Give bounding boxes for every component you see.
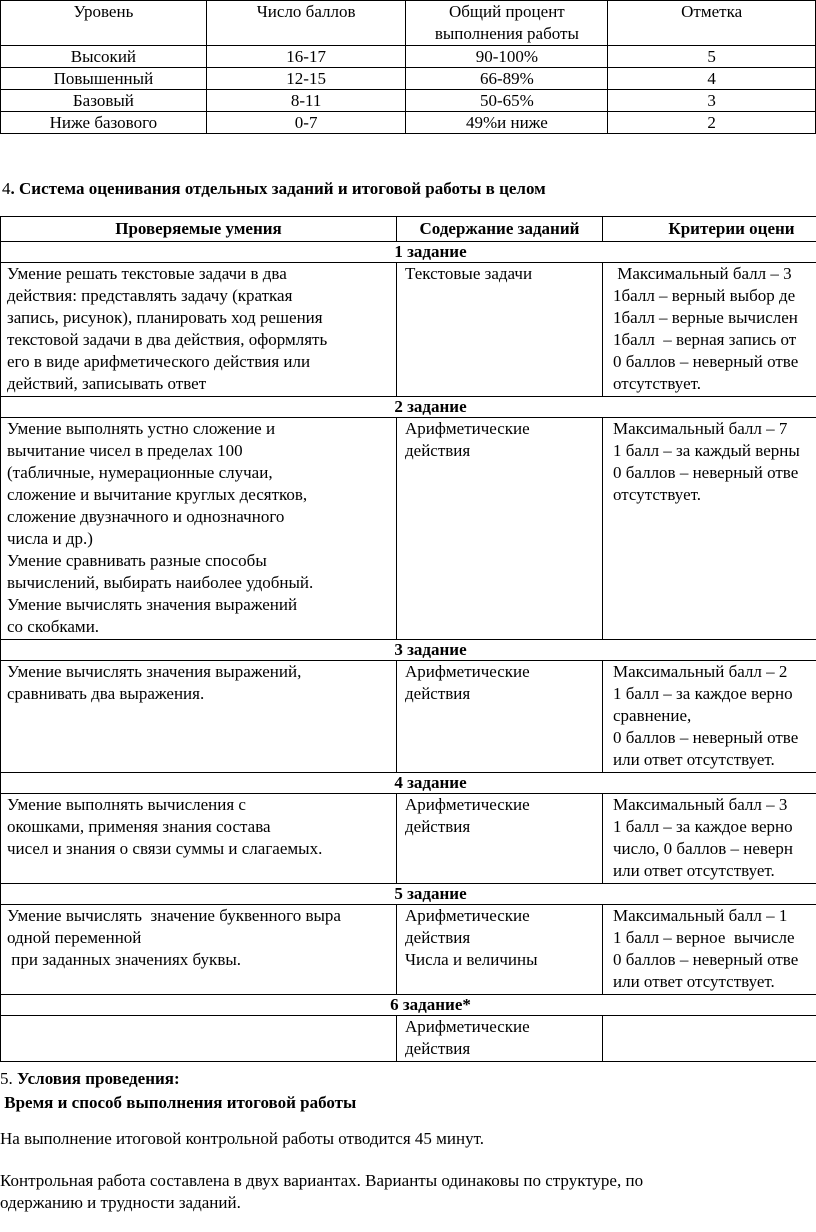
task-content: Арифметические действия Числа и величины bbox=[397, 905, 603, 995]
table-row bbox=[1, 794, 816, 884]
header-skills: Проверяемые умения bbox=[1, 217, 397, 242]
task-criteria: Максимальный балл – 3 1 балл – за каждое верно число, 0 баллов – неверн или ответ отсутствует. bbox=[603, 794, 816, 884]
task-content: Арифметические действия bbox=[397, 1016, 603, 1062]
section-5-title: Условия проведения: bbox=[12, 1069, 180, 1088]
header-content: Содержание заданий bbox=[397, 217, 603, 242]
task-skill: Умение решать текстовые задачи в два действия: представлять задачу (краткая запись, рисунок), планировать ход решения текстовой задачи в два действия, оформлять его в виде арифметического действия или действий, записывать ответ bbox=[1, 263, 397, 397]
task-title: 4 задание bbox=[1, 773, 816, 794]
grade-mark: 5 bbox=[608, 46, 816, 68]
section-5-subtitle-line bbox=[0, 1092, 356, 1114]
grade-header-points: Число баллов bbox=[206, 1, 406, 46]
assessment-table bbox=[0, 216, 816, 1062]
table-row bbox=[1, 46, 816, 68]
section-4-number: 4 bbox=[2, 179, 11, 198]
grade-percent: 90-100% bbox=[406, 46, 608, 68]
task-skill: Умение выполнять устно сложение и вычитание чисел в пределах 100 (табличные, нумерационные случаи, сложение и вычитание круглых десятков, сложение двузначного и однозначного числа и др.) Умение сравнивать разные способы вычислений, выбирать наиболее удобный. Умение вычислять значения выражений со скобками. bbox=[1, 418, 397, 640]
task-content: Арифметические действия bbox=[397, 661, 603, 773]
table-row bbox=[1, 661, 816, 773]
table-row bbox=[1, 112, 816, 134]
grade-points: 16-17 bbox=[206, 46, 406, 68]
task-title-row bbox=[1, 884, 816, 905]
task-criteria: Максимальный балл – 1 1 балл – верное вычисле 0 баллов – неверный отве или ответ отсутствует. bbox=[603, 905, 816, 995]
table-row bbox=[1, 90, 816, 112]
task-skill: Умение выполнять вычисления с окошками, применяя знания состава чисел и знания о связи суммы и слагаемых. bbox=[1, 794, 397, 884]
task-criteria: Максимальный балл – 3 1балл – верный выбор де 1балл – верные вычислен 1балл – верная запись от 0 баллов – неверный отве отсутствует. bbox=[603, 263, 816, 397]
task-title: 2 задание bbox=[1, 397, 816, 418]
grade-percent: 66-89% bbox=[406, 68, 608, 90]
grade-percent: 49%и ниже bbox=[406, 112, 608, 134]
grade-mark: 4 bbox=[608, 68, 816, 90]
task-criteria: Максимальный балл – 2 1 балл – за каждое верно сравнение, 0 баллов – неверный отве или ответ отсутствует. bbox=[603, 661, 816, 773]
task-content: Арифметические действия bbox=[397, 794, 603, 884]
section-4-heading bbox=[2, 178, 546, 200]
header-criteria: Критерии оцени bbox=[603, 217, 816, 242]
grade-points: 0-7 bbox=[206, 112, 406, 134]
grade-mark: 3 bbox=[608, 90, 816, 112]
table-row bbox=[1, 905, 816, 995]
task-title: 1 задание bbox=[1, 242, 816, 263]
section-5-heading bbox=[0, 1068, 180, 1090]
grade-percent: 50-65% bbox=[406, 90, 608, 112]
task-title: 5 задание bbox=[1, 884, 816, 905]
grade-table-header-row bbox=[1, 1, 816, 46]
task-title-row bbox=[1, 397, 816, 418]
grade-header-percent: Общий процент выполнения работы bbox=[406, 1, 608, 46]
grade-points: 8-11 bbox=[206, 90, 406, 112]
grade-mark: 2 bbox=[608, 112, 816, 134]
grade-points: 12-15 bbox=[206, 68, 406, 90]
grade-header-level: Уровень bbox=[1, 1, 207, 46]
task-content: Арифметические действия bbox=[397, 418, 603, 640]
section-5-paragraph-1: На выполнение итоговой контрольной работы отводится 45 минут. bbox=[0, 1129, 485, 1148]
assessment-header-row bbox=[1, 217, 816, 242]
task-content: Текстовые задачи bbox=[397, 263, 603, 397]
table-row bbox=[1, 263, 816, 397]
task-skill bbox=[1, 1016, 397, 1062]
task-skill: Умение вычислять значение буквенного выра одной переменной при заданных значениях буквы. bbox=[1, 905, 397, 995]
task-criteria: Максимальный балл – 7 1 балл – за каждый верны 0 баллов – неверный отве отсутствует. bbox=[603, 418, 816, 640]
section-5-subtitle: Время и способ выполнения итоговой работы bbox=[0, 1093, 357, 1112]
table-row bbox=[1, 68, 816, 90]
section-5-paragraph-2-line-1: Контрольная работа составлена в двух вариантах. Варианты одинаковы по структуре, по bbox=[0, 1171, 644, 1190]
section-5-paragraph-2-line-2: одержанию и трудности заданий. bbox=[0, 1193, 241, 1212]
section-5-number: 5. bbox=[0, 1069, 13, 1088]
task-title: 3 задание bbox=[1, 640, 816, 661]
grade-level: Повышенный bbox=[1, 68, 207, 90]
task-title-row bbox=[1, 242, 816, 263]
table-row bbox=[1, 1016, 816, 1062]
grade-level: Ниже базового bbox=[1, 112, 207, 134]
task-criteria bbox=[603, 1016, 816, 1062]
grade-table bbox=[0, 0, 816, 134]
table-row bbox=[1, 418, 816, 640]
assessment-table-wrapper bbox=[0, 216, 816, 1068]
grade-level: Базовый bbox=[1, 90, 207, 112]
grade-level: Высокий bbox=[1, 46, 207, 68]
task-title-row bbox=[1, 995, 816, 1016]
grade-header-mark: Отметка bbox=[608, 1, 816, 46]
task-title-row bbox=[1, 773, 816, 794]
task-title: 6 задание* bbox=[1, 995, 816, 1016]
section-4-title: . Система оценивания отдельных заданий и итоговой работы в целом bbox=[10, 179, 546, 198]
task-skill: Умение вычислять значения выражений, сравнивать два выражения. bbox=[1, 661, 397, 773]
task-title-row bbox=[1, 640, 816, 661]
